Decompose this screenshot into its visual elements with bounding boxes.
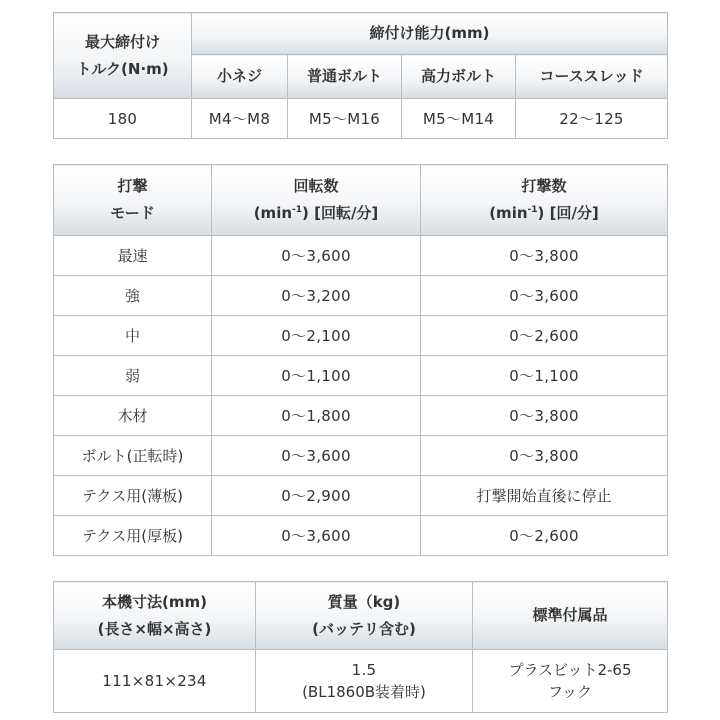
mode-header — [54, 165, 212, 236]
weight-header — [256, 582, 473, 650]
rpm-cell: 0～3,600 — [212, 436, 421, 476]
rpm-unit-exponent: -1 — [292, 205, 303, 215]
ipm-cell: 0～3,800 — [421, 236, 668, 276]
max-torque-header — [54, 13, 192, 99]
high-strength-bolt-header: 高力ボルト — [402, 55, 516, 99]
rpm-cell: 0～3,600 — [212, 236, 421, 276]
weight-value — [256, 650, 473, 713]
coarse-thread-value: 22～125 — [516, 99, 668, 139]
capacity-table — [53, 12, 668, 139]
ipm-cell: 打撃開始直後に停止 — [421, 476, 668, 516]
high-strength-bolt-value: M5～M14 — [402, 99, 516, 139]
ipm-header-line1: 打撃数 — [521, 177, 567, 195]
dimensions-header-line2: (長さ×幅×高さ) — [97, 619, 212, 638]
mode-cell: テクス用(厚板) — [54, 516, 212, 556]
mode-cell: 中 — [54, 316, 212, 356]
weight-note: (BL1860B装着時) — [302, 683, 426, 701]
weight-header-line2: (バッテリ含む) — [312, 619, 416, 638]
small-screw-header: 小ネジ — [192, 55, 288, 99]
ipm-unit-rest: ) [回/分] — [537, 204, 599, 222]
rpm-cell: 0～2,900 — [212, 476, 421, 516]
rpm-header — [212, 165, 421, 236]
mode-cell: 木材 — [54, 396, 212, 436]
table-row — [54, 276, 668, 316]
mode-cell: 最速 — [54, 236, 212, 276]
ipm-unit-exponent: -1 — [527, 205, 538, 215]
regular-bolt-value: M5～M16 — [288, 99, 402, 139]
small-screw-value: M4～M8 — [192, 99, 288, 139]
table-row — [54, 356, 668, 396]
weight-number: 1.5 — [351, 661, 377, 679]
weight-header-line1: 質量（kg) — [327, 592, 401, 611]
dimensions-header-line1: 本機寸法(mm) — [102, 592, 207, 611]
max-torque-header-line2: トルク(N·m) — [76, 59, 169, 78]
max-torque-header-line1: 最大締付け — [84, 32, 160, 51]
ipm-cell: 0～2,600 — [421, 316, 668, 356]
ipm-cell: 0～3,600 — [421, 276, 668, 316]
max-torque-value: 180 — [54, 99, 192, 139]
rpm-cell: 0～1,100 — [212, 356, 421, 396]
coarse-thread-header: コーススレッド — [516, 55, 668, 99]
ipm-header-line2 — [421, 200, 667, 227]
mode-cell: ボルト(正転時) — [54, 436, 212, 476]
regular-bolt-header: 普通ボルト — [288, 55, 402, 99]
rpm-cell: 0～1,800 — [212, 396, 421, 436]
ipm-cell: 0～1,100 — [421, 356, 668, 396]
capacity-header: 締付け能力(mm) — [192, 13, 668, 55]
table-row — [54, 436, 668, 476]
accessory-item: フック — [548, 683, 592, 701]
rpm-cell: 0～3,200 — [212, 276, 421, 316]
mode-cell: 強 — [54, 276, 212, 316]
impact-mode-table — [53, 164, 668, 556]
accessory-item: プラスビット2-65 — [508, 661, 632, 679]
accessories-header: 標準付属品 — [473, 582, 668, 650]
mode-header-line1: 打撃 — [117, 177, 148, 195]
mode-cell: テクス用(薄板) — [54, 476, 212, 516]
dimensions-table — [53, 581, 668, 713]
ipm-unit-base: (min — [489, 204, 528, 222]
dimensions-header — [54, 582, 256, 650]
rpm-header-line2 — [212, 200, 420, 227]
table-row — [54, 516, 668, 556]
ipm-cell: 0～3,800 — [421, 396, 668, 436]
rpm-unit-base: (min — [253, 204, 293, 222]
table-row — [54, 396, 668, 436]
ipm-cell: 0～2,600 — [421, 516, 668, 556]
ipm-cell: 0～3,800 — [421, 436, 668, 476]
ipm-header — [421, 165, 668, 236]
table-row — [54, 476, 668, 516]
mode-cell: 弱 — [54, 356, 212, 396]
accessories-value — [473, 650, 668, 713]
table-row — [54, 316, 668, 356]
rpm-unit-rest: ) [回転/分] — [302, 204, 379, 222]
mode-header-line2: モード — [110, 204, 155, 222]
table-row — [54, 236, 668, 276]
dimensions-value: 111×81×234 — [54, 650, 256, 713]
rpm-header-line1: 回転数 — [293, 177, 339, 195]
rpm-cell: 0～3,600 — [212, 516, 421, 556]
rpm-cell: 0～2,100 — [212, 316, 421, 356]
